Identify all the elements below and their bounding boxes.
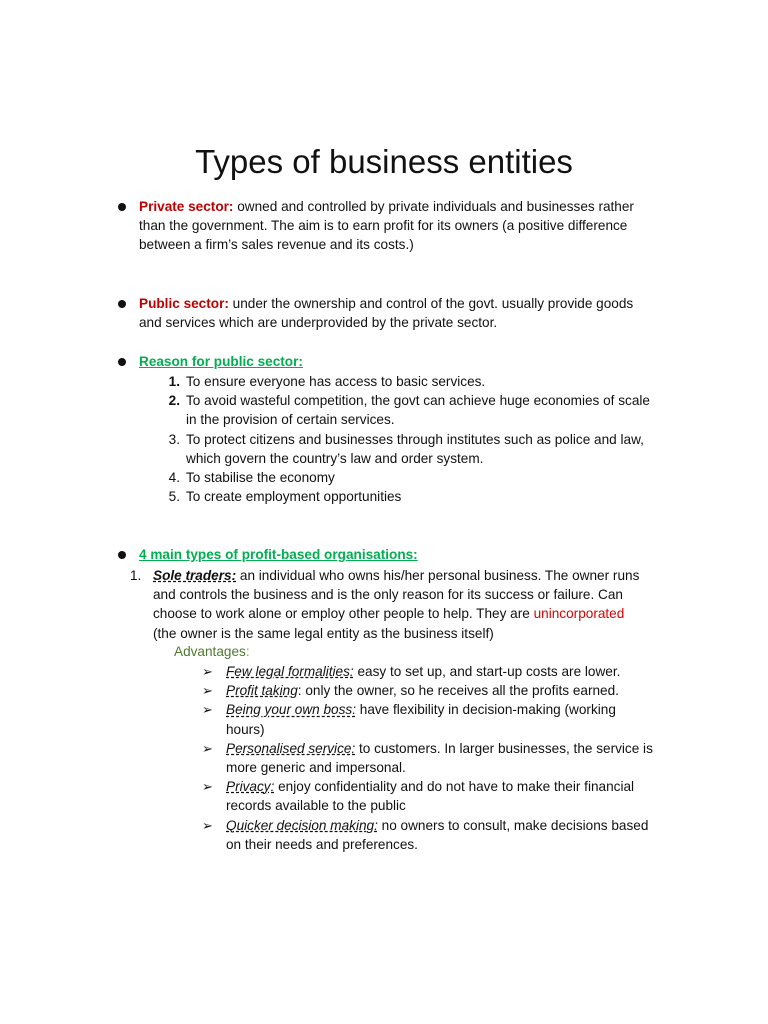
advantage-text: hours) — [226, 721, 265, 737]
advantage-line — [226, 796, 696, 815]
page-title: Types of business entities — [195, 143, 573, 180]
advantage-line — [226, 720, 696, 739]
reason-item — [168, 430, 686, 449]
reasons-list — [168, 372, 686, 506]
sole-traders-label: Sole traders: — [153, 568, 237, 583]
reason-number: 3. — [168, 431, 180, 447]
private-sector-line3: between a firm’s sales revenue and its costs.) — [139, 237, 414, 253]
sole-traders-line3: choose to work alone or employ other people to help. They are — [153, 606, 534, 622]
advantage-item — [226, 700, 696, 738]
advantages-heading — [174, 642, 250, 661]
advantage-item — [226, 681, 696, 700]
advantage-line — [226, 739, 696, 758]
sole-traders-text: an individual who owns his/her personal business. The owner runs — [236, 568, 640, 583]
advantage-text: easy to set up, and start-up costs are lower. — [353, 664, 621, 679]
advantage-item — [226, 777, 696, 815]
arrow-bullet-icon: ➢ — [202, 779, 213, 795]
advantage-line — [226, 681, 696, 700]
reason-text: To stabilise the economy — [186, 470, 335, 486]
sole-traders-number: 1. — [130, 568, 142, 583]
advantage-label: Personalised service: — [226, 740, 356, 756]
arrow-bullet-icon: ➢ — [202, 664, 213, 679]
reason-text: To avoid wasteful competition, the govt can achieve huge economies of scale — [186, 393, 650, 409]
reason-text: which govern the country’s law and order system. — [186, 450, 484, 466]
advantage-text: on their needs and preferences. — [226, 836, 418, 852]
advantage-text: more generic and impersonal. — [226, 760, 406, 775]
advantage-text: have flexibility in decision-making (working — [355, 702, 616, 718]
advantage-label: Privacy: — [226, 779, 275, 795]
advantage-line — [226, 777, 696, 796]
advantage-label: Being your own boss: — [226, 702, 356, 718]
advantage-line — [226, 662, 696, 681]
bullet-dot-icon — [118, 300, 126, 308]
reason-item — [168, 487, 686, 506]
arrow-bullet-icon: ➢ — [202, 683, 213, 699]
reason-number: 4. — [168, 470, 180, 486]
advantage-label: Few legal formalities: — [226, 664, 354, 679]
advantage-line — [226, 758, 696, 777]
advantage-text: : only the owner, so he receives all the profits earned. — [297, 683, 619, 699]
sole-traders-line2: and controls the business and is the only reason for its success or failure. Can — [153, 587, 623, 603]
advantage-label: Profit taking — [226, 683, 298, 699]
advantage-text: records available to the public — [226, 798, 406, 814]
bullet-dot-icon — [118, 551, 126, 559]
private-sector-paragraph — [139, 197, 699, 255]
reason-item — [168, 391, 686, 410]
arrow-bullet-icon: ➢ — [202, 702, 213, 718]
advantage-line — [226, 835, 696, 854]
private-sector-text: owned and controlled by private individuals and businesses rather — [233, 199, 634, 214]
bullet-dot-icon — [118, 358, 126, 366]
advantage-text: to customers. In larger businesses, the service is — [355, 740, 653, 756]
arrow-bullet-icon: ➢ — [202, 740, 213, 756]
arrow-bullet-icon: ➢ — [202, 817, 213, 833]
reason-item — [168, 468, 686, 487]
advantage-line — [226, 700, 696, 719]
advantage-item — [226, 662, 696, 681]
public-sector-text: under the ownership and control of the govt. usually provide goods — [228, 296, 634, 311]
public-sector-paragraph — [139, 294, 699, 332]
advantage-item — [226, 739, 696, 777]
reason-text: in the provision of certain services. — [186, 412, 395, 428]
advantage-line — [226, 816, 696, 835]
reason-text: To ensure everyone has access to basic services. — [186, 374, 486, 389]
public-sector-line2: and services which are underprovided by the private sector. — [139, 315, 498, 331]
public-sector-label: Public sector: — [139, 296, 229, 311]
private-sector-line2: than the government. The aim is to earn profit for its owners (a positive difference — [139, 218, 628, 234]
advantage-item — [226, 816, 696, 854]
private-sector-label: Private sector: — [139, 199, 234, 214]
profit-types-heading — [139, 545, 418, 564]
reasons-heading-text: Reason for public sector: — [139, 354, 303, 369]
reason-item — [186, 410, 686, 429]
reasons-heading — [139, 352, 303, 371]
reason-number: 1. — [168, 374, 180, 389]
profit-types-heading-text: 4 main types of profit-based organisations: — [139, 547, 418, 562]
advantages-label: Advantages — [174, 644, 246, 659]
sole-traders-line4: (the owner is the same legal entity as the business itself) — [153, 625, 494, 641]
advantage-text: enjoy confidentiality and do not have to make their financial — [274, 779, 635, 795]
reason-number: 5. — [168, 489, 180, 505]
reason-text: To protect citizens and businesses through institutes such as police and law, — [186, 431, 644, 447]
sole-traders-paragraph — [153, 566, 693, 643]
bullet-dot-icon — [118, 203, 126, 211]
reason-number: 2. — [168, 393, 180, 409]
reason-item — [168, 372, 686, 391]
advantage-label: Quicker decision making: — [226, 817, 378, 833]
reason-text: To create employment opportunities — [186, 489, 402, 505]
advantage-text: no owners to consult, make decisions based — [377, 817, 649, 833]
advantages-colon: : — [245, 644, 250, 659]
unincorporated-text: unincorporated — [533, 606, 625, 622]
reason-item — [186, 449, 686, 468]
